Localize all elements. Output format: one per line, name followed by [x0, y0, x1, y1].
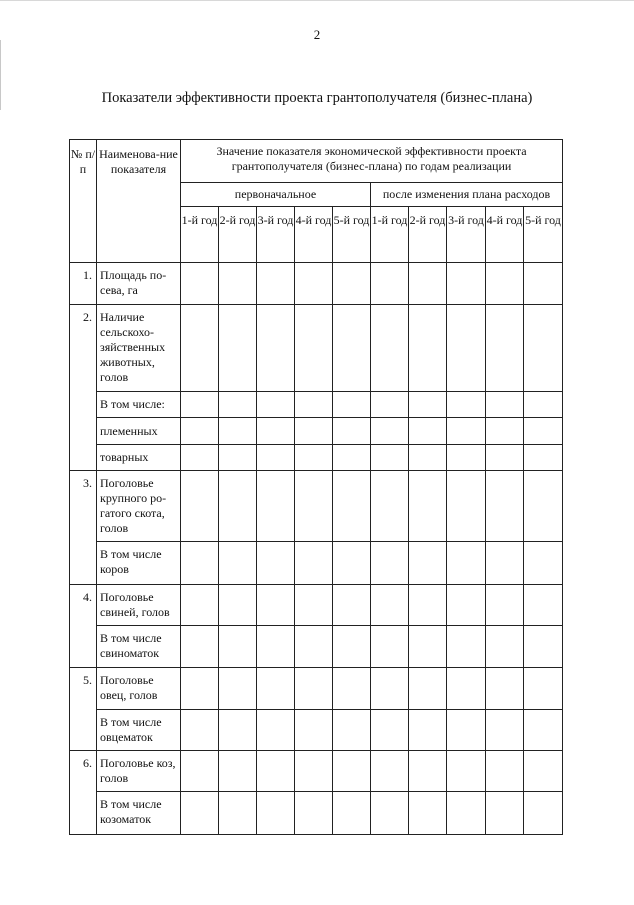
header-year: 4-й год	[486, 207, 524, 263]
table-row	[70, 445, 563, 471]
value-cell	[295, 792, 333, 835]
value-cell	[447, 392, 486, 418]
header-year: 1-й год	[181, 207, 219, 263]
row-number: 5.	[70, 668, 97, 751]
value-cell	[447, 626, 486, 668]
value-cell	[257, 418, 295, 445]
value-cell	[447, 710, 486, 751]
value-cell	[409, 392, 447, 418]
value-cell	[181, 792, 219, 835]
value-cell	[257, 263, 295, 305]
value-cell	[333, 471, 371, 542]
value-cell	[333, 542, 371, 585]
value-cell	[181, 668, 219, 710]
value-cell	[409, 542, 447, 585]
value-cell	[371, 626, 409, 668]
value-cell	[219, 418, 257, 445]
value-cell	[447, 542, 486, 585]
indicator-name: В том числе овцематок	[97, 710, 181, 751]
value-cell	[524, 263, 563, 305]
value-cell	[295, 626, 333, 668]
value-cell	[524, 792, 563, 835]
value-cell	[257, 792, 295, 835]
table-row	[70, 263, 563, 305]
value-cell	[333, 710, 371, 751]
value-cell	[486, 471, 524, 542]
table-row	[70, 392, 563, 418]
value-cell	[486, 585, 524, 626]
value-cell	[295, 668, 333, 710]
value-cell	[295, 392, 333, 418]
value-cell	[333, 445, 371, 471]
value-cell	[295, 710, 333, 751]
value-cell	[524, 542, 563, 585]
value-cell	[181, 445, 219, 471]
row-number: 6.	[70, 751, 97, 835]
value-cell	[447, 585, 486, 626]
header-year: 5-й год	[333, 207, 371, 263]
value-cell	[295, 585, 333, 626]
scan-top-edge	[0, 0, 634, 1]
value-cell	[409, 263, 447, 305]
header-year: 5-й год	[524, 207, 563, 263]
row-number: 3.	[70, 471, 97, 585]
indicator-name: Поголовье коз, голов	[97, 751, 181, 792]
value-cell	[371, 751, 409, 792]
header-year: 3-й год	[257, 207, 295, 263]
value-cell	[181, 305, 219, 392]
value-cell	[371, 668, 409, 710]
table-row	[70, 585, 563, 626]
row-number: 1.	[70, 263, 97, 305]
indicator-name: В том числе козоматок	[97, 792, 181, 835]
value-cell	[257, 471, 295, 542]
value-cell	[257, 710, 295, 751]
table-row	[70, 626, 563, 668]
value-cell	[486, 418, 524, 445]
value-cell	[447, 263, 486, 305]
table-row	[70, 792, 563, 835]
indicator-name: товарных	[97, 445, 181, 471]
value-cell	[371, 471, 409, 542]
value-cell	[371, 585, 409, 626]
value-cell	[181, 392, 219, 418]
table-row	[70, 668, 563, 710]
value-cell	[409, 751, 447, 792]
header-year: 4-й год	[295, 207, 333, 263]
header-year: 2-й год	[219, 207, 257, 263]
value-cell	[181, 585, 219, 626]
value-cell	[486, 392, 524, 418]
value-cell	[181, 710, 219, 751]
value-cell	[447, 471, 486, 542]
value-cell	[524, 626, 563, 668]
value-cell	[219, 392, 257, 418]
table-row	[70, 418, 563, 445]
value-cell	[333, 668, 371, 710]
indicator-name: племенных	[97, 418, 181, 445]
value-cell	[524, 445, 563, 471]
value-cell	[371, 305, 409, 392]
indicator-name: В том числе свиноматок	[97, 626, 181, 668]
value-cell	[219, 445, 257, 471]
value-cell	[295, 263, 333, 305]
value-cell	[219, 710, 257, 751]
value-cell	[371, 263, 409, 305]
value-cell	[524, 305, 563, 392]
value-cell	[219, 542, 257, 585]
value-cell	[181, 542, 219, 585]
value-cell	[219, 585, 257, 626]
value-cell	[181, 263, 219, 305]
value-cell	[333, 585, 371, 626]
header-group-initial: первоначальное	[181, 183, 371, 207]
value-cell	[447, 792, 486, 835]
value-cell	[295, 471, 333, 542]
header-main: Значение показателя экономической эффективности проекта грантополучателя (бизнес-плана) по годам реализации	[181, 140, 563, 183]
value-cell	[219, 792, 257, 835]
value-cell	[409, 305, 447, 392]
value-cell	[295, 751, 333, 792]
indicator-name: Площадь по-сева, га	[97, 263, 181, 305]
value-cell	[219, 668, 257, 710]
value-cell	[409, 626, 447, 668]
page-number: 2	[313, 27, 321, 42]
value-cell	[257, 585, 295, 626]
value-cell	[333, 418, 371, 445]
header-group-after: после изменения плана расходов	[371, 183, 563, 207]
value-cell	[524, 392, 563, 418]
value-cell	[409, 710, 447, 751]
value-cell	[409, 471, 447, 542]
indicator-name: В том числе:	[97, 392, 181, 418]
value-cell	[371, 418, 409, 445]
value-cell	[486, 445, 524, 471]
value-cell	[486, 710, 524, 751]
value-cell	[219, 263, 257, 305]
value-cell	[524, 668, 563, 710]
row-number: 4.	[70, 585, 97, 668]
value-cell	[219, 626, 257, 668]
value-cell	[333, 392, 371, 418]
value-cell	[257, 445, 295, 471]
header-year: 3-й год	[447, 207, 486, 263]
value-cell	[447, 305, 486, 392]
value-cell	[181, 751, 219, 792]
value-cell	[333, 305, 371, 392]
value-cell	[409, 668, 447, 710]
value-cell	[257, 751, 295, 792]
value-cell	[295, 445, 333, 471]
value-cell	[486, 751, 524, 792]
indicator-name: В том числе коров	[97, 542, 181, 585]
value-cell	[295, 542, 333, 585]
value-cell	[333, 626, 371, 668]
value-cell	[371, 392, 409, 418]
value-cell	[371, 710, 409, 751]
header-year: 2-й год	[409, 207, 447, 263]
value-cell	[524, 471, 563, 542]
value-cell	[257, 392, 295, 418]
value-cell	[409, 445, 447, 471]
value-cell	[447, 668, 486, 710]
value-cell	[219, 751, 257, 792]
value-cell	[371, 445, 409, 471]
value-cell	[295, 418, 333, 445]
table-row	[70, 710, 563, 751]
value-cell	[524, 751, 563, 792]
value-cell	[486, 263, 524, 305]
value-cell	[409, 585, 447, 626]
value-cell	[524, 418, 563, 445]
value-cell	[181, 626, 219, 668]
value-cell	[219, 471, 257, 542]
table-row	[70, 751, 563, 792]
row-number: 2.	[70, 305, 97, 471]
value-cell	[524, 585, 563, 626]
value-cell	[333, 263, 371, 305]
value-cell	[486, 626, 524, 668]
header-name: Наименова-ние показателя	[97, 140, 181, 263]
value-cell	[486, 792, 524, 835]
value-cell	[371, 792, 409, 835]
value-cell	[409, 792, 447, 835]
value-cell	[486, 668, 524, 710]
header-num: № п/п	[70, 140, 97, 263]
value-cell	[447, 418, 486, 445]
value-cell	[333, 792, 371, 835]
value-cell	[181, 418, 219, 445]
value-cell	[371, 542, 409, 585]
value-cell	[257, 626, 295, 668]
document-title: Показатели эффективности проекта грантополучателя (бизнес-плана)	[101, 90, 533, 106]
value-cell	[524, 710, 563, 751]
value-cell	[447, 445, 486, 471]
value-cell	[447, 751, 486, 792]
value-cell	[257, 668, 295, 710]
table-row	[70, 542, 563, 585]
table-row	[70, 471, 563, 542]
value-cell	[409, 418, 447, 445]
indicator-name: Наличие сельскохо-зяйственных животных, голов	[97, 305, 181, 392]
value-cell	[257, 305, 295, 392]
value-cell	[486, 542, 524, 585]
indicator-name: Поголовье свиней, голов	[97, 585, 181, 626]
value-cell	[333, 751, 371, 792]
value-cell	[181, 471, 219, 542]
value-cell	[486, 305, 524, 392]
header-year: 1-й год	[371, 207, 409, 263]
table-row	[70, 305, 563, 392]
value-cell	[219, 305, 257, 392]
indicator-name: Поголовье крупного ро-гатого скота, голов	[97, 471, 181, 542]
indicators-table	[69, 139, 563, 835]
value-cell	[257, 542, 295, 585]
indicator-name: Поголовье овец, голов	[97, 668, 181, 710]
value-cell	[295, 305, 333, 392]
